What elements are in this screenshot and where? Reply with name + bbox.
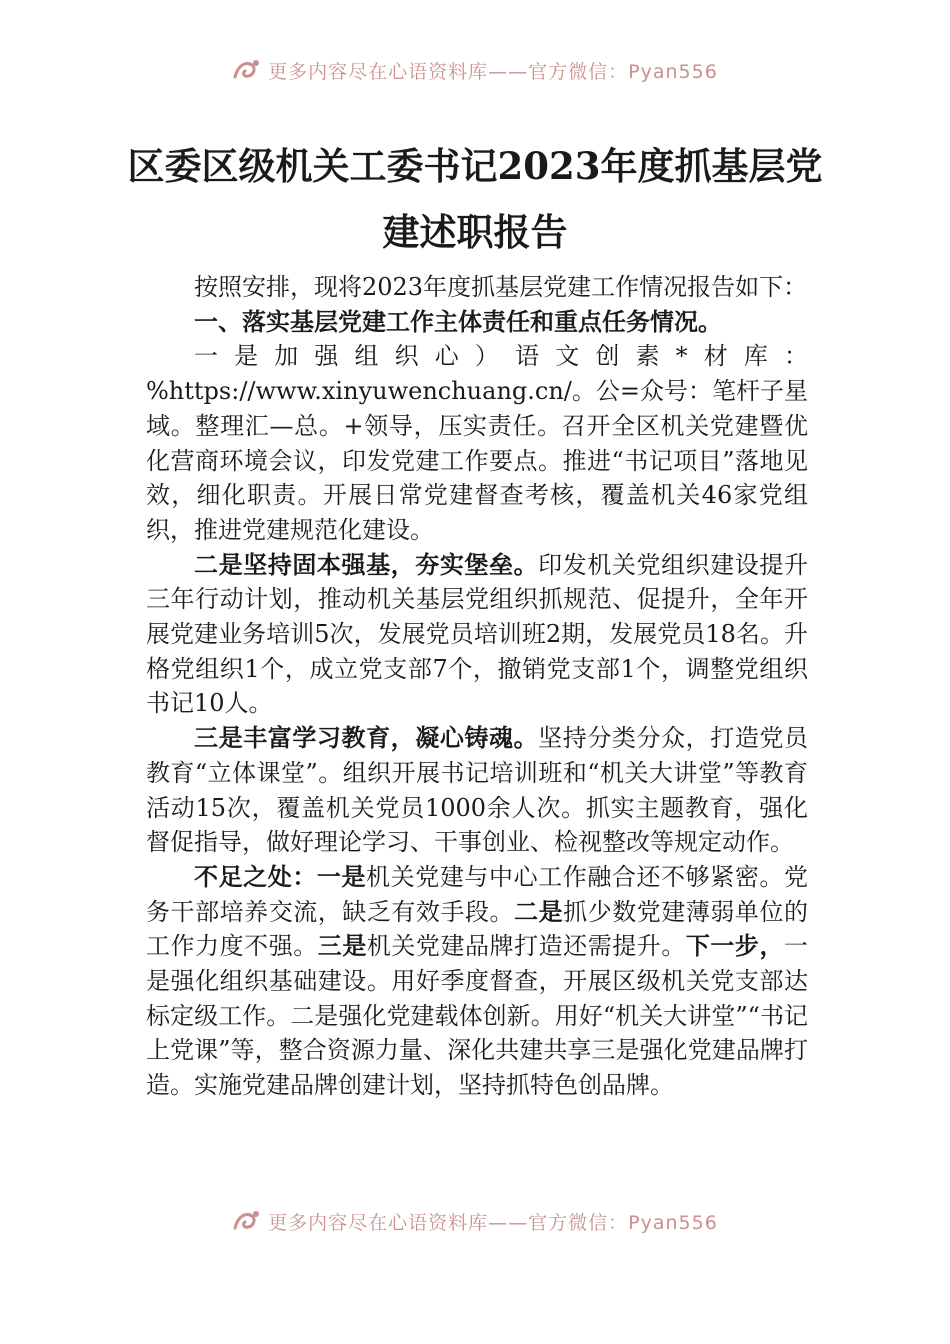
- next-steps-lead: 下一步，: [685, 931, 785, 961]
- paragraph-3: [146, 721, 808, 860]
- brand-logo-icon: [232, 1208, 262, 1234]
- shortcoming-2-lead: 二是: [514, 896, 564, 926]
- shortcoming-1-text: 机关党建与中心工作融合还不够紧密。党务干部培养交流，缺乏有效手段。: [146, 862, 809, 926]
- section-heading-1: 一、落实基层党建工作主体责任和重点任务情况。: [194, 306, 722, 336]
- document-body: [146, 270, 808, 1103]
- paragraph-2-lead: 二是坚持固本强基，夯实堡垒。: [194, 549, 539, 579]
- paragraph-4: [146, 860, 808, 1103]
- next-steps-text: 一是强化组织基础建设。用好季度督查，开展区级机关党支部达标定级工作。二是强化党建载体创新。用好“机关大讲堂”“书记上党课”等，整合资源力量、深化共建共享三是强化党建品牌打造。实施党建品牌创建计划，坚持抓特色创品牌。: [146, 932, 809, 1100]
- paragraph-2: [146, 548, 808, 722]
- paragraph-3-lead: 三是丰富学习教育，凝心铸魂。: [194, 723, 539, 753]
- shortcoming-1-lead: 一是: [316, 861, 367, 891]
- shortcoming-2-text: 抓少数党建薄弱单位的工作力度不强。: [146, 897, 809, 961]
- paragraph-1: 一是加强组织心）语文创素*材库：%https://www.xinyuwenchuang.cn/。公=众号：笔杆子星域。整理汇—总。+领导，压实责任。召开全区机关党建暨优化营商环境会议，印发党建工作要点。推进“书记项目”落地见效，细化职责。开展日常党建督查考核，覆盖机关46家党组织，推进党建规范化建设。: [146, 342, 808, 544]
- watermark-banner-top: [0, 55, 950, 85]
- brand-logo-icon: [232, 57, 262, 83]
- paragraph-3-text: 坚持分类分众，打造党员教育“立体课堂”。组织开展书记培训班和“机关大讲堂”等教育活动15次，覆盖机关党员1000余人次。抓实主题教育，强化督促指导，做好理论学习、干事创业、检视整改等规定动作。: [146, 724, 809, 857]
- intro-paragraph: 按照安排，现将2023年度抓基层党建工作情况报告如下：: [194, 273, 808, 301]
- watermark-banner-bottom: [0, 1206, 950, 1236]
- paragraph-2-text: 印发机关党组织建设提升三年行动计划，推动机关基层党组织抓规范、促提升，全年开展党建业务培训5次，发展党员培训班2期，发展党员18名。升格党组织1个，成立党支部7个，撤销党支部1个，调整党组织书记10人。: [146, 550, 809, 718]
- watermark-text-bottom: 更多内容尽在心语资料库——官方微信：Pyan556: [268, 1211, 718, 1234]
- shortcoming-3-text: 机关党建品牌打造还需提升。: [366, 932, 686, 961]
- document-title-line1: 区委区级机关工委书记2023年度抓基层党: [127, 144, 823, 188]
- shortcoming-3-lead: 三是: [317, 931, 367, 961]
- shortcomings-lead: 不足之处：: [194, 861, 317, 891]
- watermark-text-top: 更多内容尽在心语资料库——官方微信：Pyan556: [268, 60, 718, 83]
- document-title-line2: 建述职报告: [382, 210, 568, 254]
